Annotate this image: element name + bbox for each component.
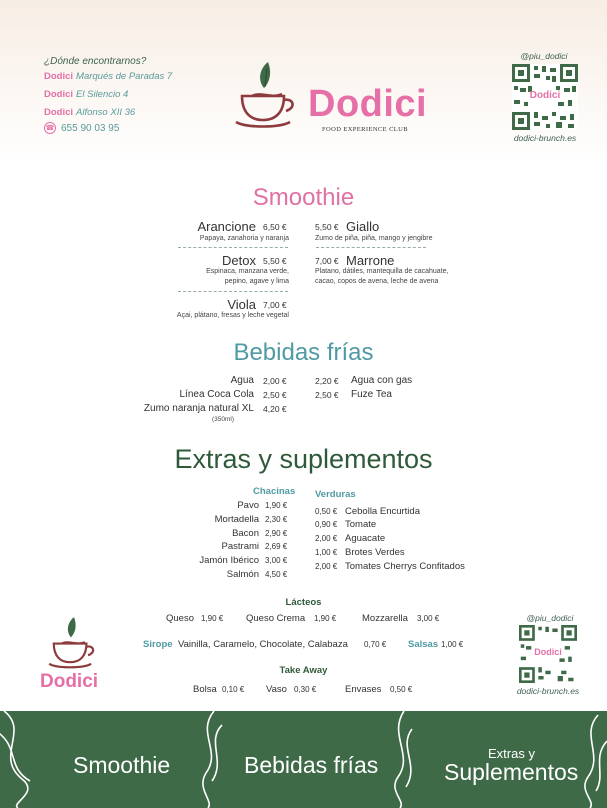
takeaway-price: 0,50 €: [390, 685, 413, 694]
extra-name: Tomates Cherrys Confitados: [345, 561, 465, 572]
smoothie-price: 5,50 €: [315, 222, 339, 232]
salsas-price: 1,00 €: [441, 640, 464, 649]
extra-price: 1,90 €: [265, 501, 288, 510]
extra-name: Salmón: [226, 569, 259, 580]
smoothie-name: Giallo: [346, 219, 380, 234]
smoothie-name: Marrone: [346, 253, 395, 268]
divider: [178, 291, 288, 292]
smoothie-desc: pepino, agave y lima: [224, 278, 289, 285]
extra-price: 2,00 €: [315, 562, 338, 571]
drink-price: 2,00 €: [263, 376, 287, 386]
extra-name: Pastrami: [221, 541, 259, 552]
location-1: [44, 71, 172, 82]
drink-price: 2,50 €: [315, 390, 339, 400]
divider: [178, 247, 288, 248]
salsas-title: Salsas: [408, 639, 439, 650]
sirope-price: 0,70 €: [364, 640, 387, 649]
brand-name: Dodici: [308, 83, 428, 125]
drink-price: 4,20 €: [263, 404, 287, 414]
section-title-bebidas: Bebidas frías: [233, 339, 374, 366]
smoothie-desc: Papaya, zanahoria y naranja: [199, 235, 289, 242]
drink-name: Línea Coca Cola: [179, 389, 254, 400]
location-address: El Silencio 4: [76, 89, 129, 100]
drink-price: 2,50 €: [263, 390, 287, 400]
location-3: [44, 107, 135, 118]
footer-tab-extras[interactable]: Suplementos: [444, 759, 579, 785]
sirope-title: Sirope: [143, 639, 173, 650]
extra-name: Tomate: [345, 519, 377, 530]
category-verduras: Verduras: [315, 489, 356, 500]
extra-name: Jamón Ibérico: [199, 555, 259, 566]
location-2: [44, 89, 128, 100]
divider: [316, 247, 426, 248]
extra-price: 2,69 €: [265, 542, 288, 551]
takeaway-price: 0,10 €: [222, 685, 245, 694]
drink-name: Fuze Tea: [351, 389, 392, 400]
drink-note: (350ml): [212, 416, 235, 423]
lacteo-name: Queso Crema: [246, 613, 306, 624]
sirope-items: Vainilla, Caramelo, Chocolate, Calabaza: [178, 639, 348, 650]
extra-price: 0,50 €: [315, 507, 338, 516]
extra-name: Mortadella: [214, 514, 259, 525]
extra-name: Bacon: [232, 528, 259, 539]
smoothie-price: 5,50 €: [263, 256, 287, 266]
extra-price: 0,90 €: [315, 520, 338, 529]
extra-name: Brotes Verdes: [345, 547, 405, 558]
lacteo-name: Mozzarella: [362, 613, 408, 624]
section-title-smoothie: Smoothie: [252, 184, 355, 211]
lacteo-price: 1,90 €: [314, 614, 337, 623]
smoothie-price: 7,00 €: [315, 256, 339, 266]
location-address: Alfonso XII 36: [76, 107, 136, 118]
lacteos-title: Lácteos: [285, 597, 322, 608]
smoothie-price: 6,50 €: [263, 222, 287, 232]
smoothie-desc: Espinaca, manzana verde,: [206, 268, 289, 275]
cup-logo-small-icon: [46, 614, 102, 670]
smoothie-name: Detox: [222, 253, 256, 268]
footer-tab-extras-small[interactable]: Extras y: [488, 746, 535, 761]
drink-price: 2,20 €: [315, 376, 339, 386]
drink-name: Agua: [230, 375, 254, 386]
category-chacinas: Chacinas: [253, 486, 296, 497]
smoothie-name: Viola: [227, 297, 256, 312]
location-brand: Dodici: [44, 107, 74, 118]
extra-price: 1,00 €: [315, 548, 338, 557]
smoothie-desc: cacao, copos de avena, leche de avena: [315, 278, 439, 285]
lacteo-price: 1,90 €: [201, 614, 224, 623]
extra-price: 3,00 €: [265, 556, 288, 565]
website-small[interactable]: dodici-brunch.es: [516, 686, 580, 696]
smoothie-name: Arancione: [197, 219, 256, 234]
extra-price: 2,90 €: [265, 529, 288, 538]
footer-nav: [0, 711, 607, 808]
extra-price: 2,00 €: [315, 534, 338, 543]
cup-logo-icon: [232, 58, 304, 130]
smoothie-desc: Platano, dátiles, mantequilla de cacahuate,: [315, 268, 449, 275]
footer-tab-smoothie[interactable]: Smoothie: [73, 752, 171, 778]
takeaway-name: Envases: [345, 684, 382, 695]
extra-name: Cebolla Encurtida: [345, 506, 420, 517]
website[interactable]: dodici-brunch.es: [513, 133, 577, 143]
location-brand: Dodici: [44, 71, 74, 82]
lacteo-price: 3,00 €: [417, 614, 440, 623]
locations-title: ¿Dónde encontrarnos?: [44, 56, 147, 67]
takeaway-price: 0,30 €: [294, 685, 317, 694]
instagram-handle-small[interactable]: @piu_dodici: [526, 613, 574, 623]
instagram-handle[interactable]: @piu_dodici: [520, 51, 568, 61]
smoothie-price: 7,00 €: [263, 300, 287, 310]
drink-name: Zumo naranja natural XL: [143, 403, 254, 414]
location-address: Marqués de Paradas 7: [76, 71, 173, 82]
location-brand: Dodici: [44, 89, 74, 100]
extra-price: 4,50 €: [265, 570, 288, 579]
qr-label: Dodici: [529, 90, 561, 101]
footer-tab-bebidas[interactable]: Bebidas frías: [244, 752, 379, 778]
extra-name: Pavo: [237, 500, 259, 511]
phone-icon: ☎: [44, 122, 56, 134]
section-title-extras: Extras y suplementos: [174, 444, 433, 474]
phone[interactable]: [44, 122, 119, 134]
smoothie-desc: Açai, plátano, fresas y leche vegetal: [176, 312, 289, 319]
phone-number: 655 90 03 95: [61, 122, 120, 134]
takeaway-title: Take Away: [279, 665, 328, 676]
qr-label-small: Dodici: [534, 647, 562, 657]
smoothie-desc: Zumo de piña, piña, mango y jengibre: [315, 235, 433, 242]
brand-tagline: FOOD EXPERIENCE CLUB: [322, 126, 409, 133]
takeaway-name: Vaso: [266, 684, 287, 695]
lacteo-name: Queso: [166, 613, 194, 624]
extra-price: 2,30 €: [265, 515, 288, 524]
brand-name-small: Dodici: [40, 671, 99, 692]
drink-name: Agua con gas: [351, 375, 413, 386]
extra-name: Aguacate: [345, 533, 386, 544]
takeaway-name: Bolsa: [193, 684, 217, 695]
